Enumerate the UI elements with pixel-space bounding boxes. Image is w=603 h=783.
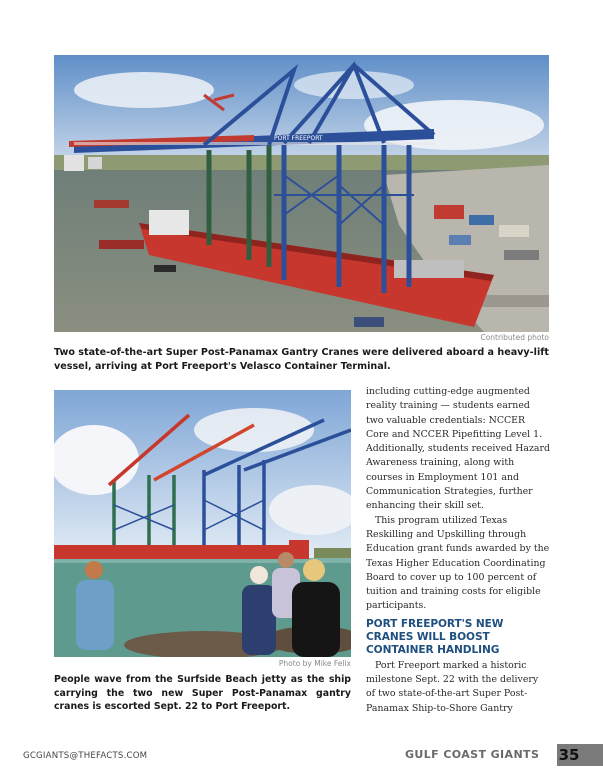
photo-caption-bottom: People wave from the Surfside Beach jetty as the ship carrying the two new Super Post-Panamax gantry cranes is escorted Sept. 22 to Port Freeport. [54,674,351,712]
footer-publication-name: GULF COAST GIANTS [405,748,540,761]
crane-label: PORT FREEPORT [274,135,323,142]
photo-credit-bottom: Photo by Mike Felix [278,659,351,668]
article-column [366,385,550,716]
photo-credit-top: Contributed photo [480,333,549,342]
gantry-cranes-ship-aerial-image [54,55,549,332]
section-heading: PORT FREEPORT'S NEW CRANES WILL BOOST CONTAINER HANDLING [366,617,504,656]
article-paragraph: This program utilized Texas Reskilling and Upskilling through Education grant funds awarded by the Texas Higher Education Coordinating Board to cover up to 100 percent of tuition and training costs for eligible participants. [366,514,550,612]
footer-email: GCGIANTS@THEFACTS.COM [23,751,148,761]
top-photo [54,55,549,332]
bottom-photo [54,390,351,657]
article-paragraph: Port Freeport marked a historic milestone Sept. 22 with the delivery of two state-of-the-art Super Post-Panamax Ship-to-Shore Gantry [366,659,539,714]
photo-caption-top: Two state-of-the-art Super Post-Panamax Gantry Cranes were delivered aboard a heavy-lift vessel, arriving at Port Freeport's Velasco Container Terminal. [54,347,549,372]
page-number: 35 [558,746,580,764]
article-paragraph: including cutting-edge augmented reality training — students earned two valuable credentials: NCCER Core and NCCER Pipefitting Level 1. Additionally, students received Hazard Awareness training, along with courses in Employment 101 and Communication Strategies, further enhancing their skill set. [366,386,551,512]
people-watching-cranes-image [54,390,351,657]
